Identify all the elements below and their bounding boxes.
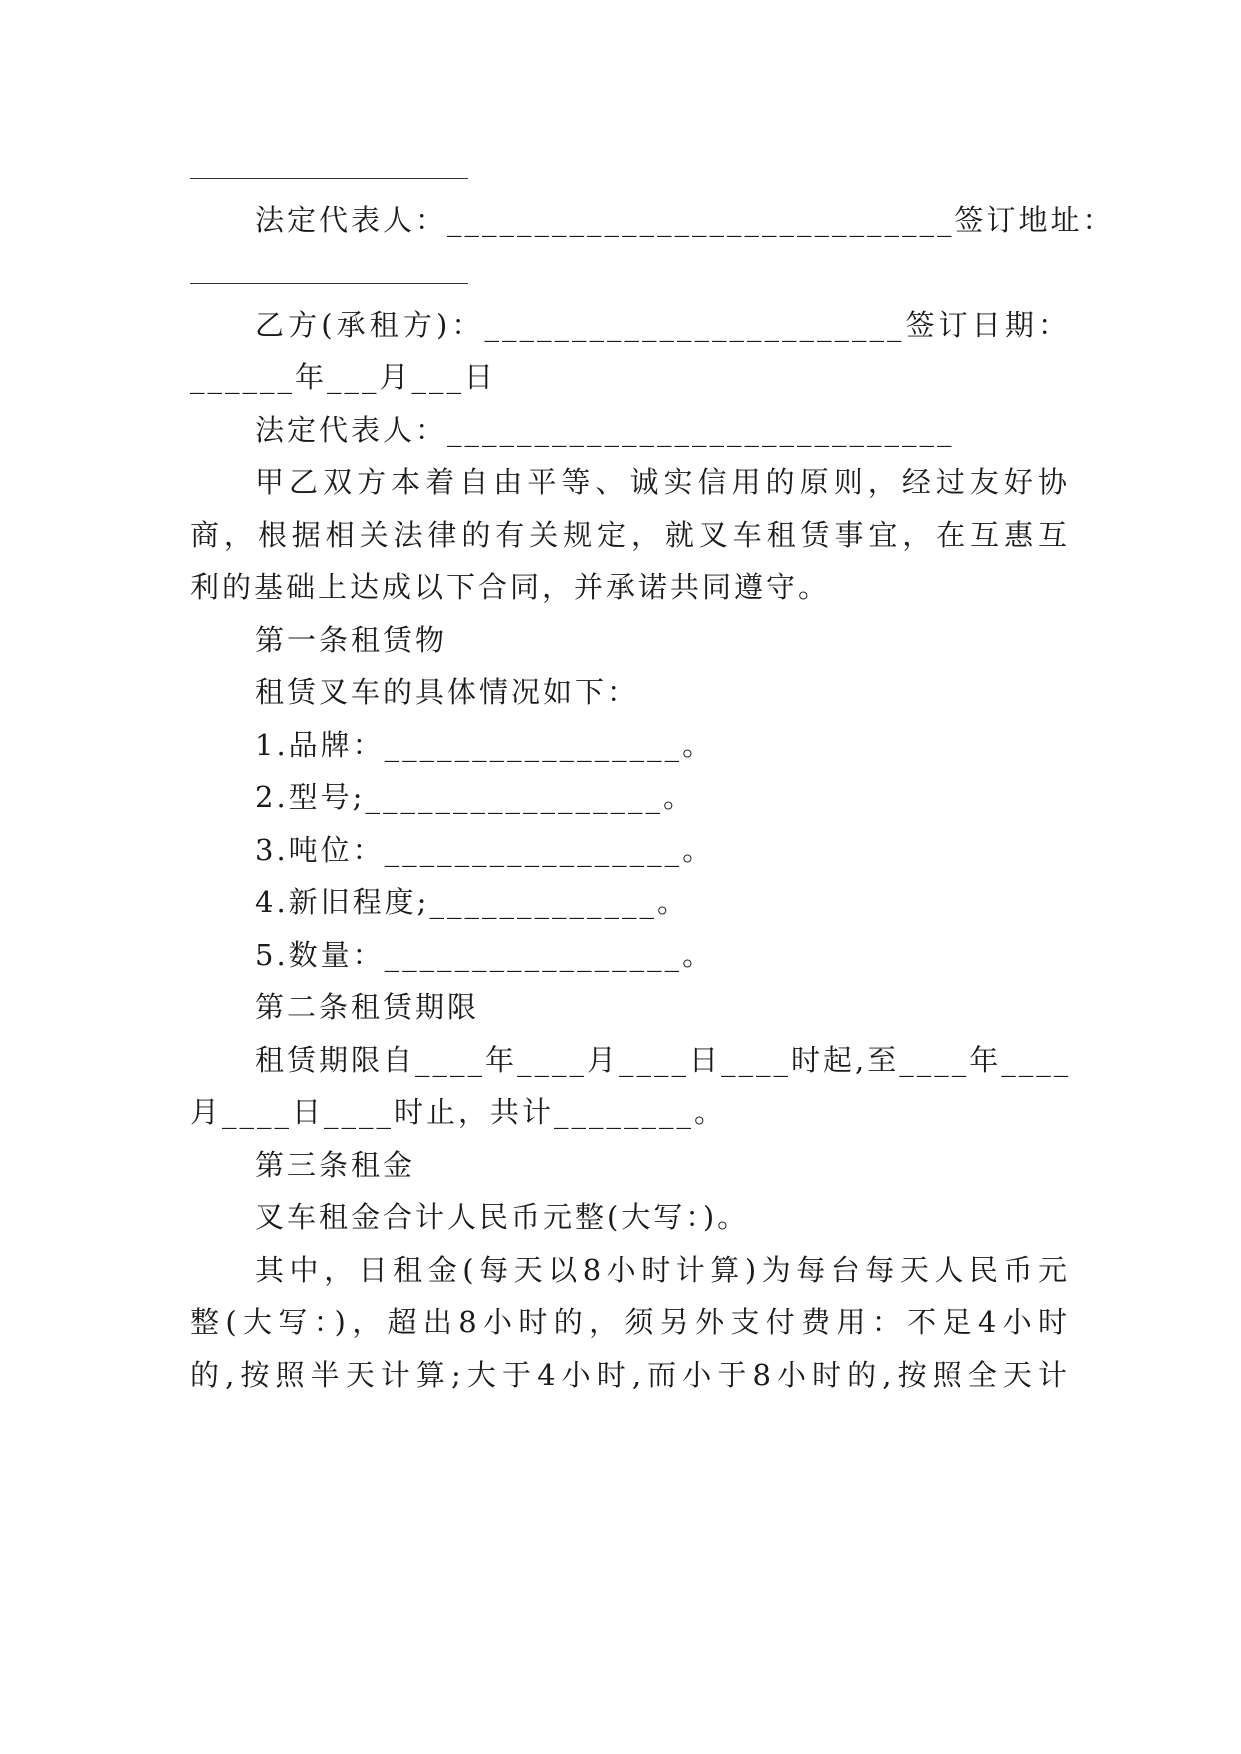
blank-underline-address [190,283,468,284]
preamble-line-2: 商，根据相关法律的有关规定，就叉车租赁事宜，在互惠互 [190,518,1070,552]
rent-total: 叉车租金合计人民币元整(大写：)。 [255,1200,750,1234]
rent-detail-line-3: 的,按照半天计算;大于4小时,而小于8小时的,按照全天计 [190,1358,1070,1392]
party-b-and-sign-date: 乙方(承租方)：________________________签订日期： [255,308,1070,342]
party-b-legal-rep: 法定代表人：_____________________________ [255,413,955,447]
article-2-heading: 第二条租赁期限 [255,990,480,1024]
rent-detail-line-1: 其中，日租金(每天以8小时计算)为每台每天人民币元 [255,1253,1070,1287]
preamble-line-3: 利的基础上达成以下合同，并承诺共同遵守。 [190,570,831,604]
lease-item-intro: 租赁叉车的具体情况如下： [255,675,640,709]
blank-underline-top [190,178,468,179]
rent-detail-line-2: 整(大写：)，超出8小时的，须另外支付费用：不足4小时 [190,1305,1070,1339]
item-condition: 4.新旧程度;_____________。 [255,885,689,919]
legal-rep-and-sign-address: 法定代表人：_____________________________签订地址： [255,203,1115,237]
item-model: 2.型号;_________________。 [255,780,695,814]
item-tonnage: 3.吨位：_________________。 [255,833,715,867]
lease-term-line-2: 月____日____时止，共计________。 [190,1095,727,1129]
preamble-line-1: 甲乙双方本着自由平等、诚实信用的原则，经过友好协 [255,465,1070,499]
article-1-heading: 第一条租赁物 [255,623,448,657]
sign-date-fields: ______年___月___日 [190,360,497,394]
item-brand: 1.品牌：_________________。 [255,728,715,762]
lease-term-line-1: 租赁期限自____年____月____日____时起,至____年____ [255,1043,1072,1077]
article-3-heading: 第三条租金 [255,1148,416,1182]
item-quantity: 5.数量：_________________。 [255,938,715,972]
